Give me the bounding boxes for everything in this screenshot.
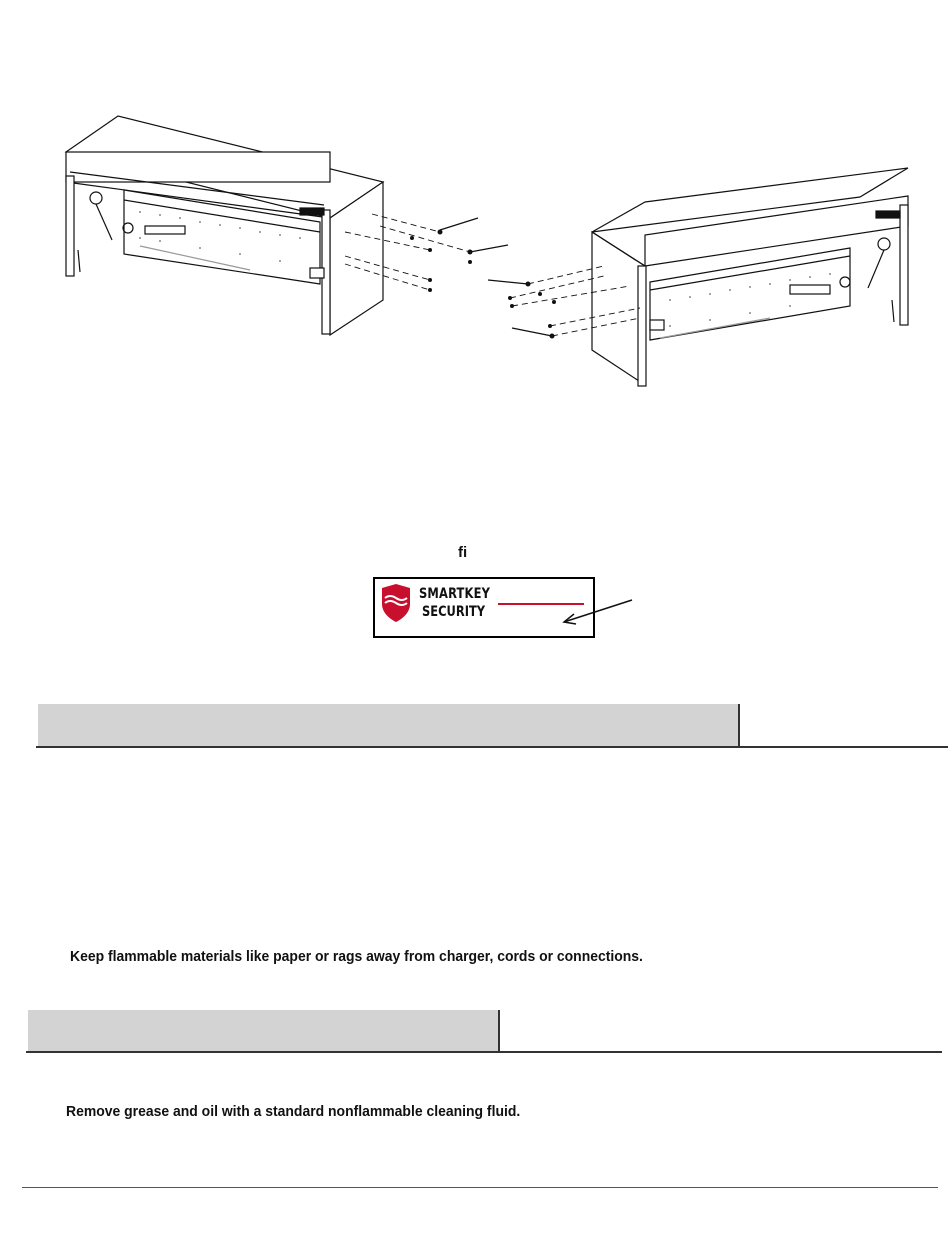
screw-icon — [410, 230, 473, 293]
shield-logo-icon — [382, 584, 410, 622]
safety-instruction-text: Keep flammable materials like paper or rags away from charger, cords or connections. — [70, 948, 643, 965]
footer-rule — [22, 1187, 938, 1188]
brand-line-1: SMARTKEY — [419, 586, 491, 602]
section-rule-1 — [36, 746, 948, 748]
section-heading-divider-1 — [738, 704, 740, 746]
brand-line-2: SECURITY — [422, 604, 486, 620]
cabinet-left-icon — [66, 116, 383, 335]
security-label-graphics — [370, 570, 650, 650]
assembly-illustration — [0, 0, 950, 400]
section-heading-divider-2 — [498, 1010, 500, 1051]
section-heading-bar-2 — [28, 1010, 498, 1051]
cabinet-right-icon — [592, 168, 908, 386]
cleaning-instruction-text: Remove grease and oil with a standard nonflammable cleaning fluid. — [66, 1103, 521, 1120]
section-heading-bar-1 — [38, 704, 738, 746]
ligature-label: fi — [458, 544, 468, 561]
section-rule-2 — [26, 1051, 942, 1053]
